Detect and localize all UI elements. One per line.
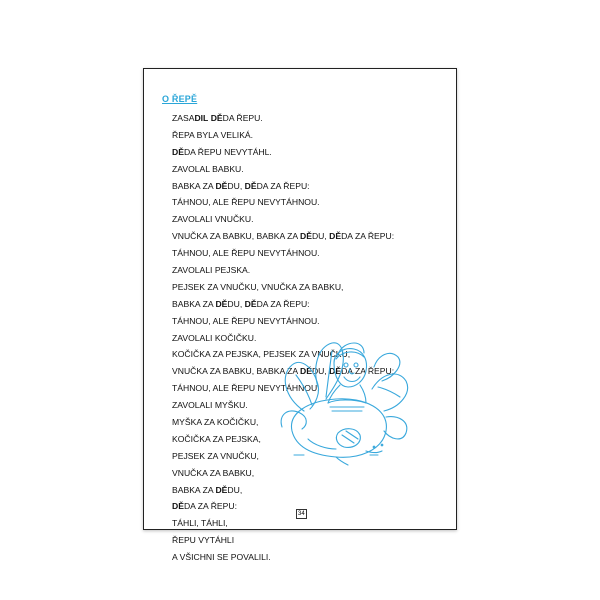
poem-line xyxy=(172,161,394,178)
poem-line xyxy=(172,127,394,144)
poem-bold-syllable: DĚ xyxy=(300,231,312,242)
poem-bold-syllable: DĚ xyxy=(215,180,228,191)
poem-text-segment: BABKA ZA xyxy=(172,180,216,191)
poem-text-segment: ZAVOLALI VNUČKU. xyxy=(172,214,254,225)
poem-text-segment: VNUČKA ZA BABKU, xyxy=(172,467,255,478)
poem-bold-syllable: DĚ xyxy=(329,231,342,242)
poem-text-segment: DA ŘEPU. xyxy=(222,113,263,123)
poem-bold-syllable: DĚ xyxy=(300,366,312,377)
poem-text-segment: DA ZA ŘEPU: xyxy=(256,298,310,309)
poem-text-segment: TÁHNOU, ALE ŘEPU NEVYTÁHNOU. xyxy=(172,197,320,208)
poem-bold-syllable: DĚ xyxy=(172,501,184,512)
book-page xyxy=(143,68,457,563)
poem-text-segment: BABKA ZA xyxy=(172,298,216,309)
poem-bold-syllable: DĚ xyxy=(329,366,342,377)
poem-bold-syllable: DIL xyxy=(194,113,209,123)
poem-line xyxy=(172,549,394,566)
poem-text-segment: ZAVOLALI PEJSKA. xyxy=(172,265,251,276)
poem-text-segment: BABKA ZA xyxy=(172,484,216,495)
poem-text-segment: ZAVOLAL BABKU. xyxy=(172,163,244,174)
poem-text-segment: ZAVOLALI MYŠKU. xyxy=(172,400,248,411)
page-title: O ŘEPĚ xyxy=(162,94,198,104)
poem-text-segment: TÁHNOU, ALE ŘEPU NEVYTÁHNOU. xyxy=(172,315,320,326)
poem-bold-syllable: DĚ xyxy=(244,180,257,191)
poem-line xyxy=(172,515,394,532)
poem-bold-syllable: DĚ xyxy=(244,298,257,309)
poem-text-segment: DA ŘEPU NEVYTÁHL. xyxy=(183,146,272,157)
poem-line xyxy=(172,211,394,228)
poem-text-segment: DU, xyxy=(227,298,245,309)
poem-line xyxy=(172,482,394,499)
poem-text-segment: DA ZA ŘEPU: xyxy=(341,231,395,242)
poem-text-segment: KOČIČKA ZA PEJSKA, PEJSEK ZA VNUČKU, xyxy=(172,349,351,360)
page-number: 34 xyxy=(298,511,305,517)
poem-text-segment: DA ZA ŘEPU: xyxy=(256,180,310,191)
poem-text-segment: TÁHLI, TÁHLI, xyxy=(172,518,228,529)
poem-text-segment: KOČIČKA ZA PEJSKA, xyxy=(172,433,261,444)
poem-line xyxy=(172,465,394,482)
poem-bold-syllable: DĚ xyxy=(215,298,228,309)
poem-line xyxy=(172,228,394,245)
poem-text-segment: VNUČKA ZA BABKU, BABKA ZA xyxy=(172,366,300,377)
poem-text-segment: PEJSEK ZA VNUČKU, VNUČKA ZA BABKU, xyxy=(172,281,344,292)
poem-text-segment: VNUČKA ZA BABKU, BABKA ZA xyxy=(172,231,300,242)
turnip-grandpa-illustration xyxy=(274,327,414,467)
poem-line xyxy=(172,279,394,296)
poem-line xyxy=(172,194,394,211)
poem-line xyxy=(172,245,394,262)
poem-text-segment: MYŠKA ZA KOČIČKU, xyxy=(172,417,259,428)
poem-line xyxy=(172,178,394,195)
poem-text-segment: PEJSEK ZA VNUČKU, xyxy=(172,450,259,461)
poem-text-segment: ŘEPA BYLA VELIKÁ. xyxy=(172,129,254,140)
poem-text-segment: ZASA xyxy=(172,113,195,123)
poem-text-segment: A VŠICHNI SE POVALILI. xyxy=(172,552,271,563)
poem-text-segment: DA ZA ŘEPU: xyxy=(341,366,395,377)
poem-bold-syllable: DĚ xyxy=(172,146,184,157)
poem-bold-syllable: DĚ xyxy=(210,113,223,123)
poem-text-segment: DU, xyxy=(311,231,330,242)
poem-text-segment: ŘEPU VYTÁHLI xyxy=(172,535,235,546)
poem-text-segment: DU, xyxy=(311,366,330,377)
poem-line xyxy=(172,110,394,127)
poem-line xyxy=(172,532,394,549)
poem-text-segment: DU, xyxy=(227,180,245,191)
poem-bold-syllable: DĚ xyxy=(215,484,228,495)
poem-line xyxy=(172,498,394,515)
poem-text-segment: TÁHNOU, ALE ŘEPU NEVYTÁHNOU. xyxy=(172,248,320,259)
poem-text-segment: TÁHNOU, ALE ŘEPU NEVYTÁHNOU. xyxy=(172,383,320,394)
poem-line xyxy=(172,296,394,313)
poem-line xyxy=(172,262,394,279)
poem-line xyxy=(172,144,394,161)
poem-text-segment: ZAVOLALI KOČIČKU. xyxy=(172,332,257,343)
poem-text-segment: DA ZA ŘEPU: xyxy=(183,501,237,512)
poem-text-segment: DU, xyxy=(227,484,243,495)
